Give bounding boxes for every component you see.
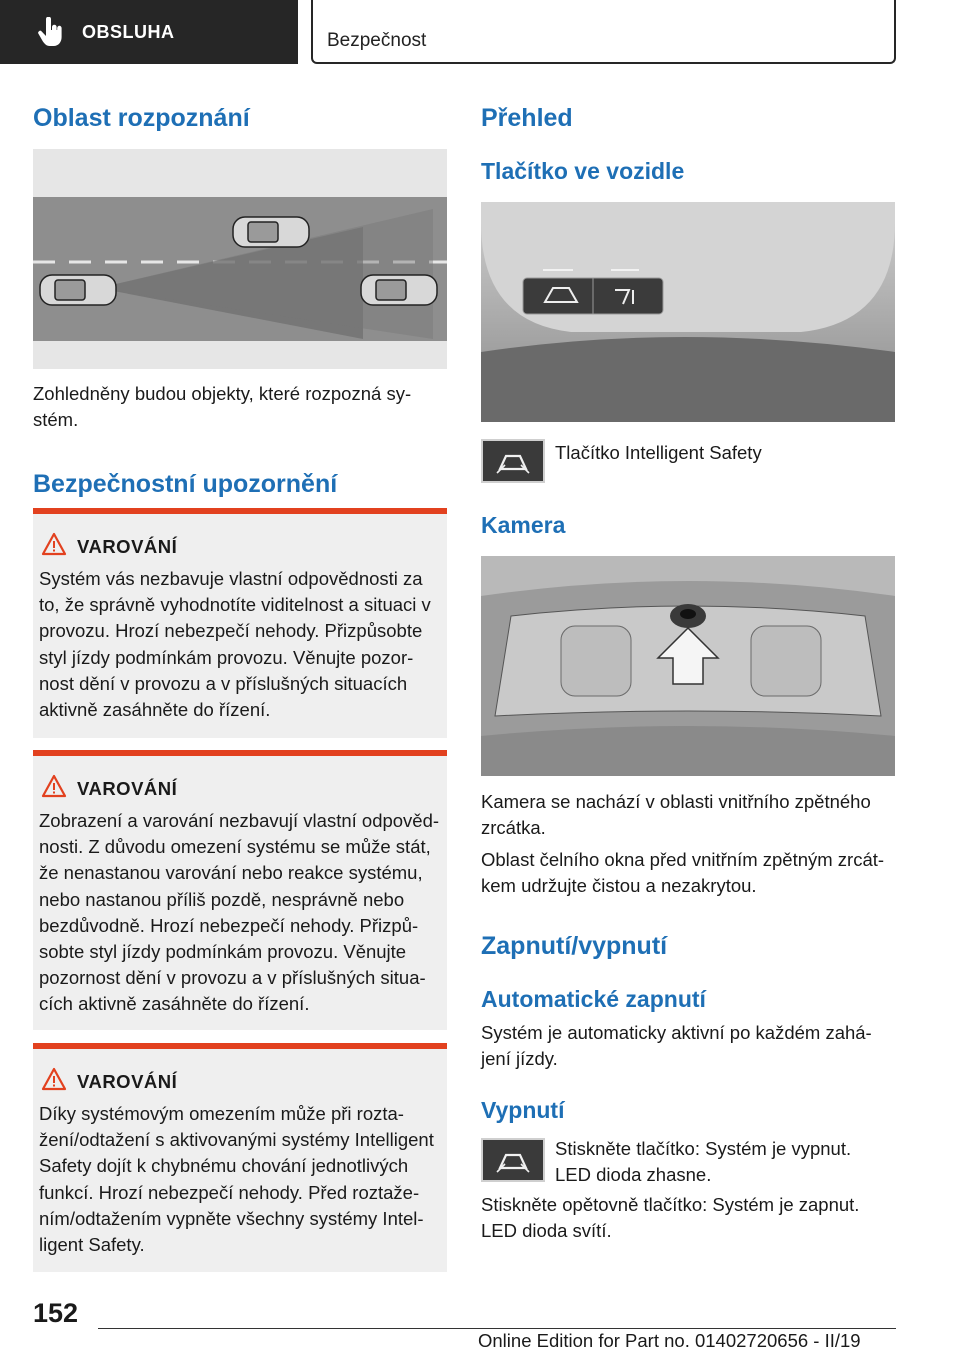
warning-box-1	[33, 508, 447, 738]
footer-divider	[98, 1328, 896, 1329]
camera-location-illustration	[481, 556, 895, 776]
camera-clean-text: Oblast čelního okna před vnitřním zpětným zrcát- kem udržujte čistou a nezakrytou.	[481, 849, 885, 896]
recognition-caption: Zohledněny budou objekty, které rozpozná sy- stém.	[33, 383, 412, 430]
warning-box-3	[33, 1043, 447, 1272]
warning-title: VAROVÁNÍ	[77, 778, 178, 799]
warning-text: Systém vás nezbavuje vlastní odpovědnosti za to, že správně vyhodnotíte viditelnost a situaci v provozu. Hrozí nebezpečí nehody. Přizpůsobte styl jízdy podmínkám provozu. Věnujte pozor- nost dění v provozu a v příslušných situacích aktivně zasáhněte do řízení.	[39, 568, 431, 721]
edition-footer: Online Edition for Part no. 01402720656 - II/19	[478, 1330, 861, 1351]
warning-title: VAROVÁNÍ	[77, 1071, 178, 1092]
heading-off: Vypnutí	[481, 1097, 565, 1123]
page-number: 152	[33, 1298, 79, 1328]
automatic-on-text: Systém je automaticky aktivní po každém zahá- jení jízdy.	[481, 1022, 872, 1069]
heading-recognition-area: Oblast rozpoznání	[33, 104, 250, 132]
off-instruction-text: Stiskněte tlačítko: Systém je vypnut. LED dioda zhasne.	[555, 1138, 852, 1185]
heading-button-in-vehicle: Tlačítko ve vozidle	[481, 158, 685, 184]
warning-box-2	[33, 750, 447, 1030]
chapter-header	[311, 0, 896, 64]
button-caption: Tlačítko Intelligent Safety	[555, 442, 762, 463]
recognition-area-illustration	[33, 149, 447, 369]
heading-on-off: Zapnutí/vypnutí	[481, 932, 668, 960]
intelligent-safety-button-icon	[481, 439, 545, 483]
intelligent-safety-button-icon	[481, 1138, 545, 1182]
warning-triangle-icon	[41, 774, 67, 798]
warning-triangle-icon	[41, 532, 67, 556]
heading-camera: Kamera	[481, 512, 566, 538]
warning-title: VAROVÁNÍ	[77, 536, 178, 557]
button-photo	[481, 202, 895, 422]
camera-location-text: Kamera se nachází v oblasti vnitřního zpětného zrcátka.	[481, 791, 871, 838]
heading-overview: Přehled	[481, 104, 573, 132]
chapter-label: Bezpečnost	[327, 30, 427, 51]
section-tab[interactable]	[0, 0, 298, 64]
section-label: OBSLUHA	[82, 21, 175, 42]
hand-pointer-icon	[38, 17, 64, 47]
warning-text: Díky systémovým omezením může při rozta- žení/odtažení s aktivovanými systémy Intelligent Safety dojít k chybnému chování jednotlivých funkcí. Hrozí nebezpečí nehody. Před roztaže- ním/odtažením vypněte všechny systémy Intel- ligent Safety.	[39, 1103, 434, 1256]
heading-automatic-on: Automatické zapnutí	[481, 986, 706, 1012]
on-instruction-text: Stiskněte opětovně tlačítko: Systém je zapnut. LED dioda svítí.	[481, 1194, 860, 1241]
warning-text: Zobrazení a varování nezbavují vlastní odpověd- nosti. Z důvodu omezení systému se může stát, že nenastanou varování nebo reakce systému, nebo nastanou příliš pozdě, nesprávně nebo bezdůvodně. Hrozí nebezpečí nehody. Přizpů- sobte styl jízdy podmínkám provozu. Věnujte pozornost dění v provozu a v příslušných situa- cích aktivně zasáhněte do řízení.	[39, 810, 440, 1015]
warning-triangle-icon	[41, 1067, 67, 1091]
heading-safety-notes: Bezpečnostní upozornění	[33, 470, 338, 498]
